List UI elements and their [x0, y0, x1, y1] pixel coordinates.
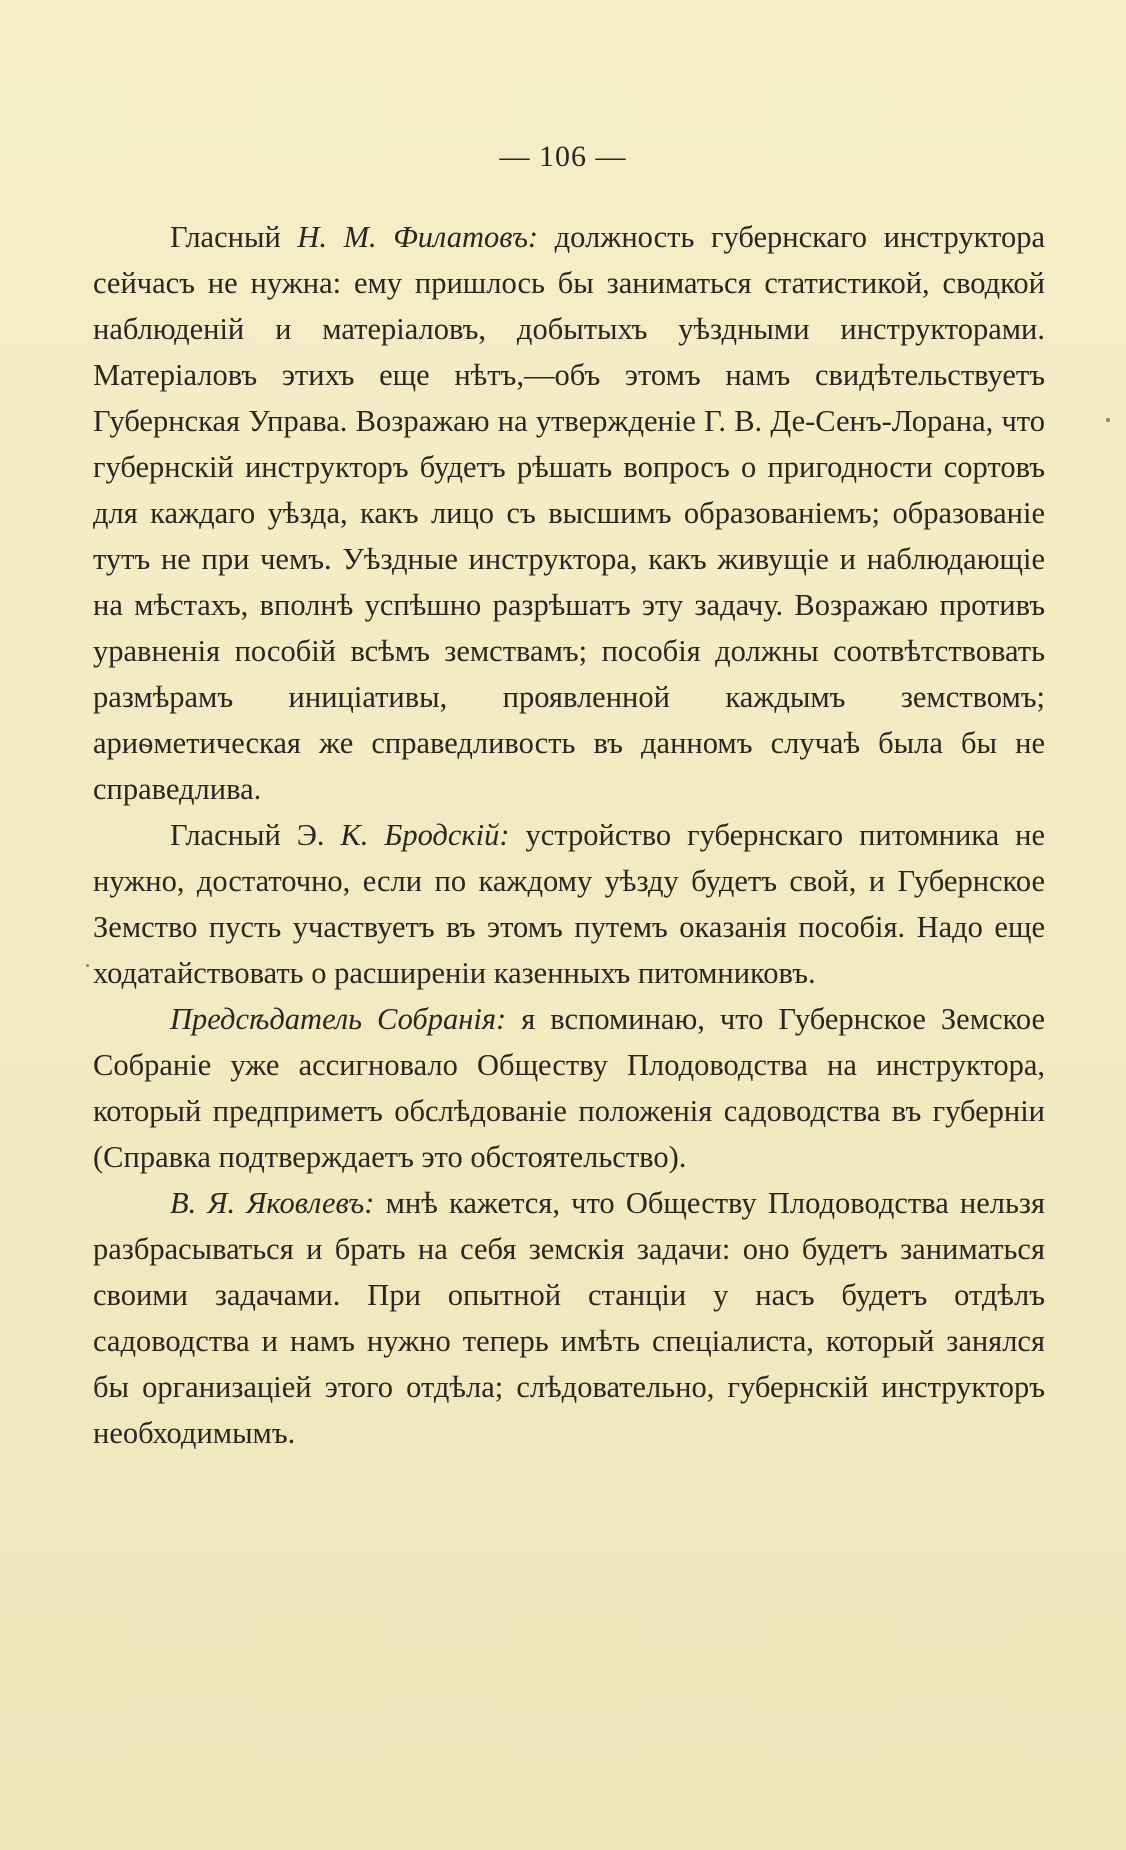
- speaker-name: К. Бродскій:: [340, 818, 510, 852]
- paragraph-chairman: [93, 996, 1045, 1180]
- speaker-name: В. Я. Яковлевъ:: [170, 1186, 375, 1220]
- speech-text: устройство губернскаго питомника не нужно, достаточно, если по каждому уѣзду будетъ свой, и Губернское Земство пусть участвуетъ въ этомъ путемъ оказанія пособія. Надо еще ходатайствовать о расширеніи казенныхъ питомниковъ.: [93, 818, 1046, 990]
- paragraph-filatov: [93, 214, 1045, 812]
- paragraph-lead: Гласный Э.: [170, 818, 341, 852]
- paragraph-brodsky: [93, 812, 1045, 996]
- speech-text: должность губернскаго инструктора сейчасъ не нужна: ему пришлось бы заниматься статистикой, сводкой наблюденій и матеріаловъ, добытыхъ уѣздными инструкторами. Матеріаловъ этихъ еще нѣтъ,—объ этомъ намъ свидѣтельствуетъ Губернская Управа. Возражаю на утвержденіе Г. В. Де-Сенъ-Лорана, что губернскій инструкторъ будетъ рѣшать вопросъ о пригодности сортовъ для каждаго уѣзда, какъ лицо съ высшимъ образованіемъ; образованіе тутъ не при чемъ. Уѣздные инструктора, какъ живущіе и наблюдающіе на мѣстахъ, вполнѣ успѣшно разрѣшатъ эту задачу. Возражаю противъ уравненія пособій всѣмъ земствамъ; пособія должны соотвѣтствовать размѣрамъ иниціативы, проявленной каждымъ земствомъ; ариѳметическая же справедливость въ данномъ случаѣ была бы не справедлива.: [93, 220, 1045, 806]
- speech-text: я вспоминаю, что Губернское Земское Собраніе уже ассигновало Обществу Плодоводства на инструктора, который предприметъ обслѣдованіе положенія садоводства въ губерніи (Справка подтверждаетъ это обстоятельство).: [93, 1002, 1045, 1174]
- paper-speck: [1106, 418, 1110, 422]
- speech-text: мнѣ кажется, что Обществу Плодоводства нельзя разбрасываться и брать на себя земскія задачи: оно будетъ заниматься своими задачами. При опытной станціи у насъ будетъ отдѣлъ садоводства и намъ нужно теперь имѣть спеціалиста, который занялся бы организаціей этого отдѣла; слѣдовательно, губернскій инструкторъ необходимымъ.: [93, 1186, 1045, 1450]
- speaker-name: Н. М. Филатовъ:: [297, 220, 539, 254]
- paragraph-yakovlev: [93, 1180, 1045, 1456]
- paper-speck: [86, 964, 89, 967]
- page-number: — 106 —: [499, 140, 627, 173]
- body-text: [93, 214, 1045, 1456]
- paragraph-lead: Гласный: [170, 220, 298, 254]
- speaker-name: Предсѣдатель Собранія:: [170, 1002, 507, 1036]
